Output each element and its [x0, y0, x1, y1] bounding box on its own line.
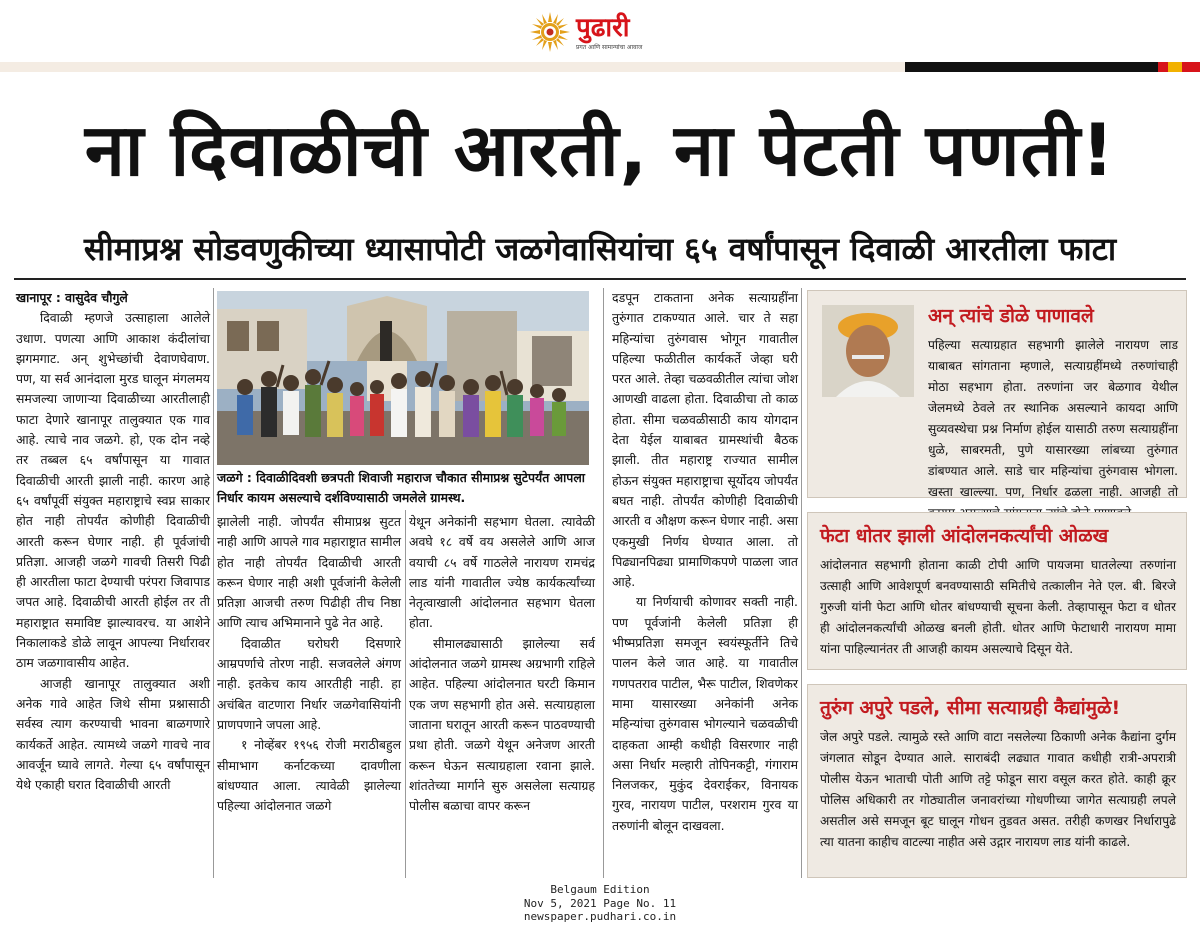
article-column-2 — [217, 512, 401, 816]
top-band-dark — [905, 62, 1158, 72]
sidebar-box-body: आंदोलनात सहभागी होताना काळी टोपी आणि पायजमा घातलेल्या तरुणांना उत्साही आणि आवेशपूर्ण बनवण्यासाठी समितीचे तत्कालीन नेते एल. बी. बिरजे गुरुजी यांनी फेटा आणि धोतर बांधण्याची सूचना केली. तेव्हापासून फेटा व धोतर ही आंदोलनकर्त्यांची ओळख बनली होती. धोतर आणि फेटाधारी नारायण मामा यांना पाहिल्यानंतर ती आजही कायम असल्याचे दिसून येते. — [820, 558, 1176, 656]
sidebar-box-body: जेल अपुरे पडले. त्यामुळे रस्ते आणि वाटा नसलेल्या ठिकाणी अनेक कैद्यांना दुर्गम जंगलात सोडून देण्यात आले. साराबंदी लढ्यात गावात कधीही रात्री-अपरात्री पोलीस येऊन भाताची पोती आणि तट्टे फोडून सारा वसूल करत होते. काही क्रूर पोलिस अधिकारी तर गोठ्यातील जनावरांच्या गोधणीच्या जागेत सत्याग्रही लपले असतील असे समजून बूट घालून गोधन तुडवत असत. तरीही कणखर निर्धारापुढे त्या यातना काहीच वाटल्या नाहीत असे उद्गार नारायण लाड यांनी काढले. — [820, 730, 1176, 849]
paragraph: येथून अनेकांनी सहभाग घेतला. त्यावेळी अवघे १८ वर्षे वय असलेले आणि आज वयाची ८५ वर्षे गाठलेले नारायण रामचंद्र लाड यांनी गावातील ज्येष्ठ कार्यकर्त्यांच्या नेतृत्वाखाली आंदोलनात सहभाग घेतला होता. — [409, 514, 595, 631]
elder-portrait-image — [822, 305, 914, 397]
paragraph: सीमालढ्यासाठी झालेल्या सर्व आंदोलनात जळगे ग्रामस्थ अग्रभागी राहिले आहेत. पहिल्या आंदोलनात घरटी किमान एक जण सहभागी होत असे. सत्याग्रहाला जाताना घरातून आरती करून पाठवण्याची प्रथा होती. जळगे येथून अनेजण आरती करून घेऊन सत्याग्रहाला रवाना झाले. शांततेच्या मार्गाने सुरु असलेला सत्याग्रह पोलीस बळाचा वापर करून — [409, 635, 595, 814]
masthead — [0, 0, 1200, 62]
article-subheadline: सीमाप्रश्न सोडवणुकीच्या ध्यासापोटी जळगेवासियांचा ६५ वर्षांपासून दिवाळी आरतीला फाटा — [83, 230, 1117, 268]
article-headline: ना दिवाळीची आरती, ना पेटती पणती! — [84, 108, 1116, 192]
article-column-4 — [612, 288, 798, 836]
sunburst-logo-icon — [530, 12, 570, 52]
logo-tagline: प्रगत आणि सामान्यांचा आवाज — [576, 43, 643, 51]
paragraph: या निर्णयाची कोणावर सक्ती नाही. पण पूर्वजांनी केलेली प्रतिज्ञा ही भीष्मप्रतिज्ञा समजून स्वयंस्फूर्तीने तिचे पालन केले जात आहे. या गावातील गणपतराव पाटील, भैरू पाटील, शिवणेकर मामा यासारख्या अनेकांनी अनेक महिन्यांचा तुरुंगवास भोगल्याने चळवळीची दाहकता आम्ही कधीही विसरणार नाही असा निर्धार मल्हारी तोपिनकट्टी, गंगाराम निलजकर, मुकुंद देवराईकर, विनायक गुरव, नारायण पाटील, परशराम गुरव या तरुणांनी बोलून दाखवला. — [612, 594, 798, 833]
logo-text-block — [576, 14, 642, 51]
article-column-1 — [16, 288, 210, 795]
sidebar-box-title: अन् त्यांचे डोळे पाणावले — [928, 305, 1094, 327]
sidebar-box-title: तुरुंग अपुरे पडले, सीमा सत्याग्रही कैद्यांमुळे! — [820, 697, 1121, 719]
news-photo[interactable] — [217, 291, 589, 465]
page-footer — [0, 883, 1200, 924]
logo-text: पुढारी — [576, 12, 630, 43]
paragraph: झालेली नाही. जोपर्यंत सीमाप्रश्न सुटत नाही आणि आपले गाव महाराष्ट्रात सामील होत नाही तोपर्यंत दिवाळीची आरती करून घेणार नाही अशी पूर्वजांनी केलेली प्रतिज्ञा आजची तरुण पिढीही तीच निष्ठा आणि त्याच अभिमानाने पुढे नेत आहे. — [217, 514, 401, 631]
paragraph: आजही खानापूर तालुक्यात अशी अनेक गावे आहेत जिथे सीमा प्रश्नासाठी सर्वस्व त्याग करण्याची भावना बाळगणारे कार्यकर्ते आहेत. त्यामध्ये जळगे गावचे नाव आवर्जून घ्यावे लागते. गेल्या ६५ वर्षांपासून येथे एकाही घरात दिवाळीची आरती — [16, 675, 210, 793]
article-column-3 — [409, 512, 595, 816]
paragraph: दिवाळी म्हणजे उत्साहाला आलेले उधाण. पणत्या आणि आकाश कंदीलांचा झगमगाट. अन् शुभेच्छांची देवाणघेवाण. पण, या सर्व आनंदाला मुरड घालून मंगलमय समजल्या जाणाऱ्या दिवाळीच्या आरतीलाही फाटा देणारे खानापूर तालुक्यात एक गाव आहे. त्याचे नाव जळगे. हो, एक दोन नव्हे तर तब्बल ६५ वर्षांपासून या गावात दिवाळीची आरती झाली नाही. कारण आहे ६५ वर्षांपूर्वी संयुक्त महाराष्ट्राचे स्वप्न साकार होत नाही तोपर्यंत कोणीही दिवाळीची आरती करून घेणार नाही. ही पूर्वजांची प्रतिज्ञा. आजही जळगे गावची तिसरी पिढी ही आरतीला फाटा देण्याची परंपरा जिवापाड जपत आहे. दिवाळीची आरती होईल तर ती महाराष्ट्रात समाविष्ट झाल्यावरच. या आशेने निकालाकडे डोळे लावून आपल्या निर्धारावर ठाम जळगावासीय आहेत. — [16, 310, 210, 671]
paragraph: दिवाळीत घरोघरी दिसणारे आम्रपर्णाचे तोरण नाही. सजवलेले अंगण नाही. इतकेच काय आरतीही नाही. हा अचंबित वाटणारा निर्धार जळगेवासियांनी प्राणपणाने जपला आहे. — [217, 635, 401, 732]
date-page-label: Nov 5, 2021 Page No. 11 — [523, 896, 677, 910]
logo[interactable] — [530, 8, 642, 56]
headline-divider — [14, 278, 1186, 280]
sidebar-box-2 — [807, 512, 1187, 670]
edition-label: Belgaum Edition — [550, 883, 650, 896]
column-divider — [213, 288, 214, 878]
byline: खानापूर : वासुदेव चौगुले — [16, 290, 128, 305]
column-divider — [405, 510, 406, 878]
site-url-link[interactable]: newspaper.pudhari.co.in — [523, 910, 677, 923]
paragraph: १ नोव्हेंबर १९५६ रोजी मराठीबहुल सीमाभाग कर्नाटकच्या दावणीला बांधण्यात आला. त्यावेळी झालेल्या पहिल्या आंदोलनात जळगे — [217, 737, 401, 814]
column-divider — [603, 288, 604, 878]
sidebar-box-title: फेटा धोतर झाली आंदोलनकर्त्यांची ओळख — [820, 525, 1109, 547]
paragraph: दडपून टाकताना अनेक सत्याग्रहींना तुरुंगात टाकण्यात आले. चार ते सहा महिन्यांचा तुरुंगवास भोगून गावातील पहिल्या फळीतील कार्यकर्ते जेव्हा घरी परत आले. तेव्हा चळवळीतील त्यांचा जोश आणखी वाढला होता. दिवाळीचा तो काळ होता. सीमा चळवळीसाठी काय योगदान देता येईल याबाबत ग्रामस्थांची बैठक झाली. तीत महाराष्ट्र राज्यात सामील होऊन संयुक्त महाराष्ट्राचा सूर्योदय जोपर्यंत बघत नाही. तोपर्यंत कोणीही दिवाळीची आरती व औक्षण करून घेणार नाही. असा एकमुखी निर्णय घेण्यात आला. तो पिढ्यानपिढ्या प्रामाणिकपणे पाळला जात आहे. — [612, 290, 798, 590]
column-divider — [801, 288, 802, 878]
sidebar-box-1 — [807, 290, 1187, 498]
sidebar-box-body: पहिल्या सत्याग्रहात सहभागी झालेले नारायण लाड याबाबत सांगताना म्हणाले, सत्याग्रहींमध्ये तरुणांचाही मोठा सहभाग होता. तरुणांना जर बेळगाव येथील जेलमध्ये ठेवले तर स्थानिक असल्याने कायदा आणि सुव्यवस्थेचा प्रश्न निर्माण होईल यासाठी तरुण सत्याग्रहींना धुळे, साबरमती, पुणे यासारख्या लांबच्या तुरुंगात डांबण्यात आले. साडे चार महिन्यांचा तुरुंगवास भोगला. खस्ता खाल्ल्या. पण, निर्धार ढळला नाही. आजही तो — [928, 338, 1178, 499]
sidebar-box-3 — [807, 684, 1187, 878]
top-band-yellow — [1168, 62, 1182, 72]
villagers-photo-image — [217, 291, 589, 465]
photo-caption: जळगे : दिवाळीदिवशी छत्रपती शिवाजी महाराज चौकात सीमाप्रश्न सुटेपर्यंत आपला निर्धार कायम असल्याचे दर्शविण्यासाठी जमलेले ग्रामस्थ. — [217, 470, 585, 505]
